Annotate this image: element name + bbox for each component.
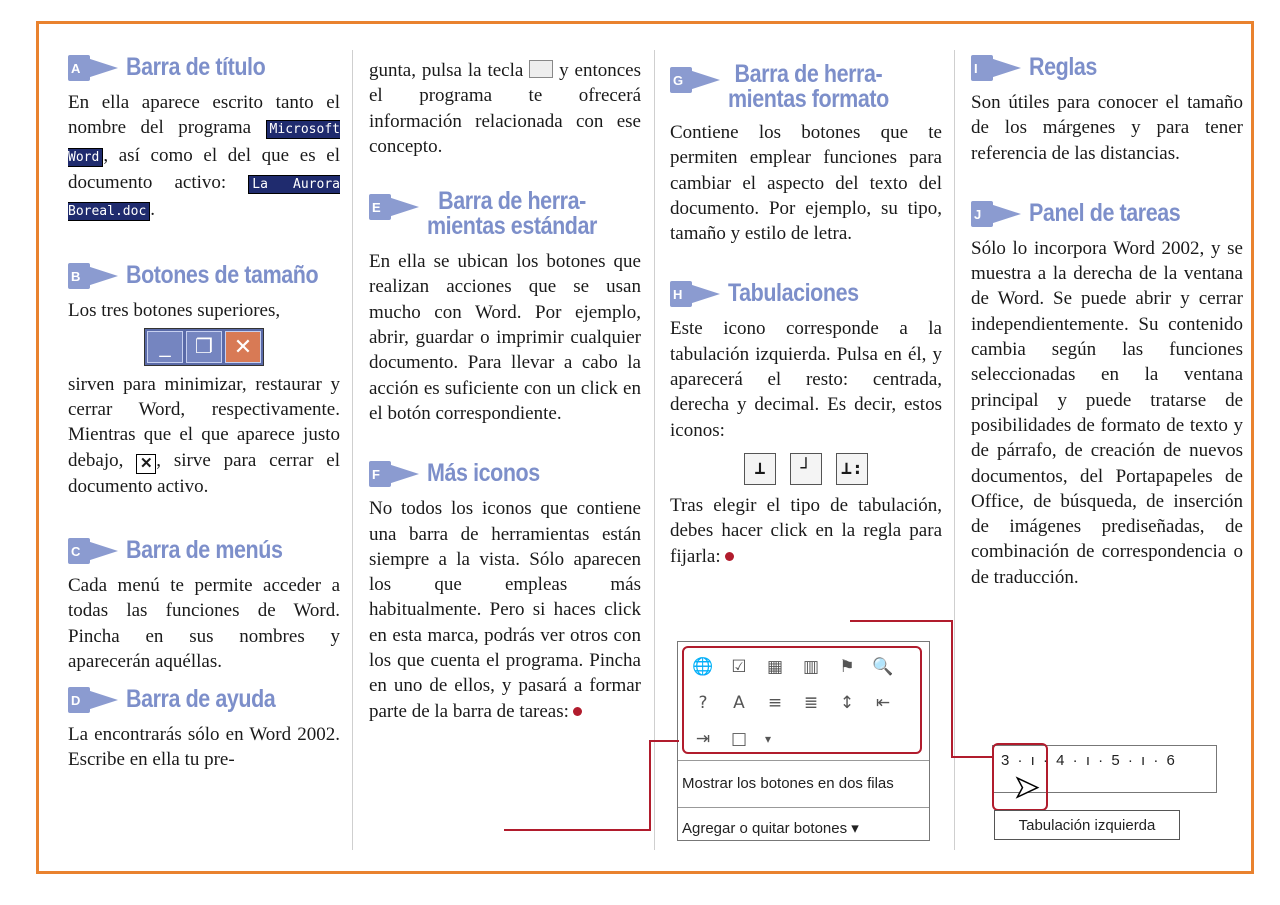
section-i-text: Son útiles para conocer el tamaño de los márgenes y para tener referencia de las distancias. <box>971 92 1243 164</box>
section-badge-icon: B <box>68 258 122 292</box>
align-right-icon[interactable]: ≡ <box>767 693 783 713</box>
column-divider <box>352 50 353 850</box>
section-a-text: En ella aparece escrito tanto el nombre del programa Microsoft Word , así como el del que es el documento activo: La Aurora Boreal.doc . <box>68 92 340 221</box>
drawing-icon[interactable]: ⚑ <box>839 657 855 677</box>
callout-line <box>951 756 993 758</box>
section-title: Panel de tareas <box>1029 198 1181 227</box>
two-rows-option[interactable]: Mostrar los botones en dos filas <box>682 775 894 792</box>
section-e-heading <box>369 189 641 239</box>
section-title: Más iconos <box>427 459 540 488</box>
line-spacing-icon[interactable]: ↕ <box>839 693 855 713</box>
window-size-buttons <box>68 328 340 366</box>
section-h-text-2: Tras elegir el tipo de tabulación, debes hacer click en la regla para fijarla: <box>670 494 942 567</box>
section-badge-icon: H <box>670 276 724 310</box>
minimize-icon: _ <box>147 331 183 363</box>
callout-line <box>649 740 651 831</box>
section-h-text-1: Este icono corresponde a la tabulación izquierda. Pulsa en él, y aparecerá el resto: centrada, derecha y decimal. Es decir, estos iconos: <box>670 318 942 441</box>
decrease-indent-icon[interactable]: ⇤ <box>875 693 891 713</box>
section-c-heading <box>68 533 340 567</box>
popup-separator <box>678 760 929 761</box>
section-b-heading <box>68 258 340 292</box>
right-tab-icon: ┘ <box>790 453 822 485</box>
borders-icon[interactable]: □ <box>730 729 748 749</box>
column-divider <box>654 50 655 850</box>
section-j-heading <box>971 196 1243 230</box>
section-badge-icon: I <box>971 50 1025 84</box>
section-title: Barra de título <box>126 53 266 81</box>
center-tab-icon: ⊥ <box>744 453 776 485</box>
section-i-heading <box>971 50 1243 84</box>
section-c-text: Cada menú te permite acceder a todas las funciones de Word. Pincha en sus nombres y aparecerán aquéllas. <box>68 574 340 672</box>
section-badge-icon: D <box>68 682 122 716</box>
table-icon[interactable]: ▦ <box>766 657 784 677</box>
key-icon <box>529 60 553 78</box>
section-badge-icon: G <box>670 62 724 96</box>
callout-dot <box>725 552 734 561</box>
columns-icon[interactable]: ▥ <box>802 657 820 677</box>
checkbox-icon[interactable]: ☑ <box>731 657 747 677</box>
section-title: Reglas <box>1029 53 1097 81</box>
justify-icon[interactable]: ≣ <box>803 693 819 713</box>
section-title: Barra de menús <box>126 535 283 564</box>
callout-line <box>504 829 650 831</box>
section-g-text: Contiene los botones que te permiten emplear funciones para cambiar el aspecto del texto del documento. Por ejemplo, su tipo, tamaño y estilo de letra. <box>670 122 942 245</box>
zoom-icon[interactable]: 🔍 <box>872 657 894 677</box>
section-j-text: Sólo lo incorpora Word 2002, y se muestra a la derecha de la ventana de Word. Se puede abrir y cerrar independientemente. Su contenido cambia según las funciones seleccionadas en la ventana principal y puede tratarse de posibilidades de formato de texto y de párrafo, de creación de nuevos documentos, del Portapapeles de Office, de búsqueda, de inserción de imágenes prediseñadas, de combinación de correspondencia o de traducción. <box>971 237 1243 588</box>
callout-line <box>951 620 953 757</box>
help-icon[interactable]: ? <box>698 693 708 713</box>
close-icon: ✕ <box>225 331 261 363</box>
callout-line <box>850 620 952 622</box>
section-badge-icon: C <box>68 533 122 567</box>
tab-stop-icons <box>670 453 942 485</box>
section-title: Barra de herra- mientas formato <box>728 60 889 113</box>
doc-name-highlight: La Aurora Boreal.doc <box>68 176 340 220</box>
column-1 <box>68 50 340 773</box>
section-badge-icon: E <box>369 189 423 223</box>
section-title: Botones de tamaño <box>126 261 319 290</box>
close-document-icon: ✕ <box>136 454 156 474</box>
section-badge-icon: J <box>971 196 1025 230</box>
column-divider <box>954 50 955 850</box>
section-f-heading <box>369 456 641 490</box>
column-3 <box>670 62 942 569</box>
web-icon[interactable]: 🌐 <box>692 657 714 677</box>
section-title: Barra de ayuda <box>126 685 276 714</box>
section-d-text-1: La encontrarás sólo en Word 2002. Escribe en ella tu pre- <box>68 724 340 771</box>
section-d-heading <box>68 682 340 716</box>
callout-line <box>649 740 679 742</box>
section-d-text-2: gunta, pulsa la tecla y entonces el programa te ofrecerá información relacionada con ese concepto. <box>369 60 642 157</box>
hidden-icons-highlight <box>682 646 922 754</box>
popup-separator <box>678 807 929 808</box>
section-a-heading <box>68 50 340 84</box>
add-remove-buttons-option[interactable]: Agregar o quitar botones ▾ <box>682 820 859 837</box>
section-f-text: No todos los iconos que contiene una barra de herramientas están siempre a la vista. Sólo aparecen los que empleas más habitualmente. Pero si haces click en esta marca, podrás ver otros con los que cuenta el programa. Pincha en uno de ellos, y pasará a formar parte de la barra de tareas: <box>369 498 641 722</box>
restore-icon: ❐ <box>186 331 222 363</box>
ruler-scale: 3 · ı · 4 · ı · 5 · ı · 6 <box>1001 752 1177 769</box>
section-h-heading <box>670 276 942 310</box>
section-b-text-2: sirven para minimizar, restaurar y cerrar Word, respectivamente. Mientras que el que aparece justo debajo, ✕ , sirve para cerrar el documento activo. <box>68 373 340 497</box>
callout-dot <box>573 707 582 716</box>
section-e-text: En ella se ubican los botones que realizan acciones que se usan mucho con Word. Por ejemplo, abrir, guardar o imprimir cualquier documento. Para llevar a cabo la acción es suficiente con un click en el botón correspondiente. <box>369 251 641 424</box>
section-g-heading <box>670 62 942 112</box>
section-title: Tabulaciones <box>728 279 859 308</box>
section-b-text-1: Los tres botones superiores, <box>68 300 281 322</box>
toolbar-options-popup <box>677 641 930 841</box>
dropdown-arrow-icon[interactable]: ▾ <box>764 732 772 746</box>
increase-indent-icon[interactable]: ⇥ <box>695 729 711 749</box>
column-2 <box>369 58 641 724</box>
mouse-pointer-icon: ➤ <box>1014 770 1040 805</box>
column-4 <box>971 50 1243 590</box>
section-title: Barra de herra- mientas estándar <box>427 187 597 241</box>
tab-tooltip: Tabulación izquierda <box>994 810 1180 840</box>
section-badge-icon: A <box>68 50 122 84</box>
decimal-tab-icon: ⊥: <box>836 453 868 485</box>
app-name-highlight: Microsoft Word <box>68 122 340 165</box>
font-color-icon[interactable]: A <box>733 693 745 713</box>
section-badge-icon: F <box>369 456 423 490</box>
